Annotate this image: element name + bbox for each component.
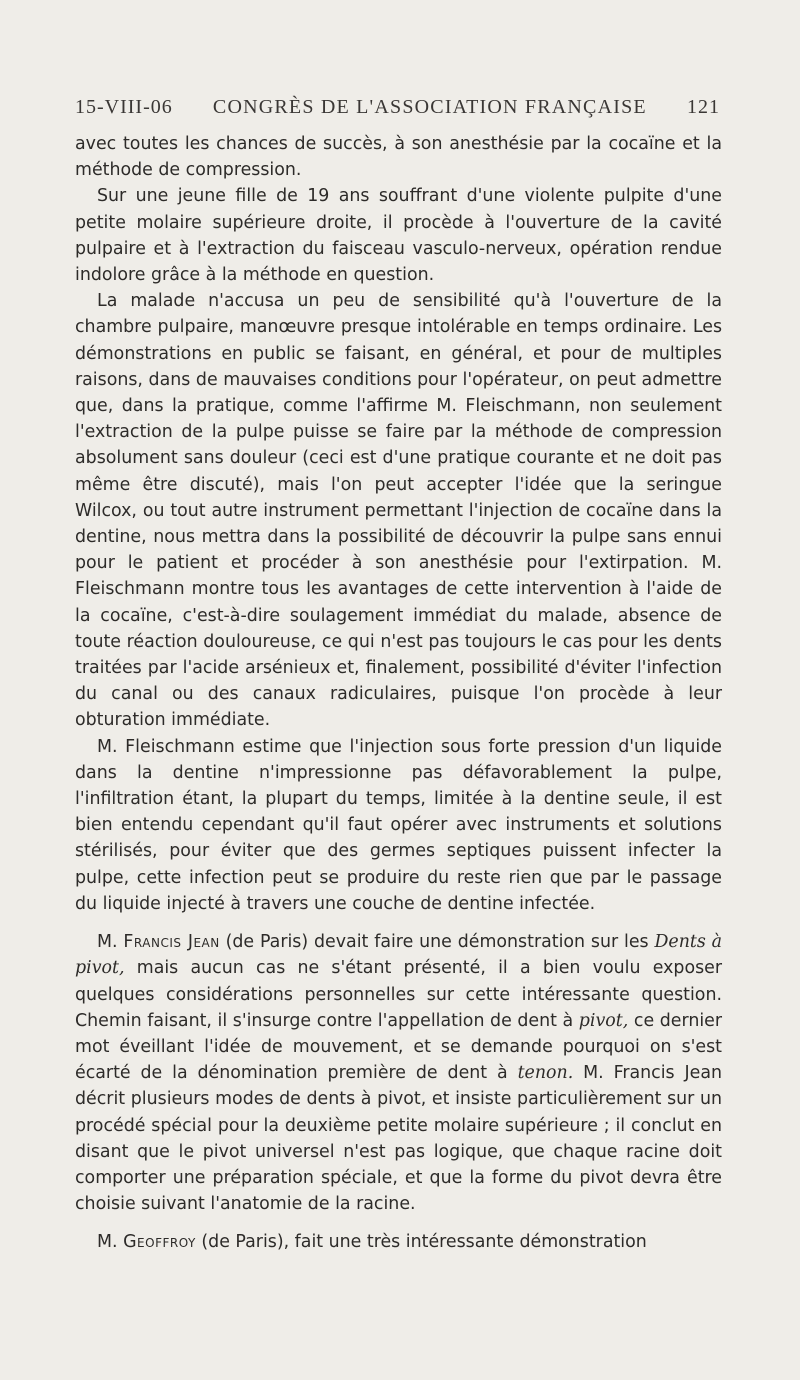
paragraph: La malade n'accusa un peu de sensibilité qu'à l'ouverture de la chambre pulpaire, manœuvre presque intolérable en temps ordinaire. Les démonstrations en public se faisant, en général, et pour de multiples raisons, dans de mauvaises conditions pour l'opérateur, on peut admettre que, dans la pratique, comme l'affirme M. Fleischmann, non seulement l'extraction de la pulpe puisse se faire par la méthode de compression absolument sans douleur (ceci est d'une pratique courante et ne doit pas même être discuté), mais l'on peut accepter l'idée que la seringue Wilcox, ou tout autre instrument permettant l'injection de cocaïne dans la dentine, nous mettra dans la possibilité de découvrir la pulpe sans ennui pour le patient et procéder à son anesthésie pour l'extirpation. M. Fleischmann montre tous les avantages de cette intervention à l'aide de la cocaïne, c'est-à-dire soulagement immédiat du malade, absence de toute réaction douloureuse, ce qui n'est pas toujours le cas pour les dents traitées par l'acide arsénieux et, finalement, possibilité d'éviter l'infection du canal ou des canaux radiculaires, puisque l'on procède à leur obturation immédiate. <box>75 291 722 731</box>
header-title: CONGRÈS DE L'ASSOCIATION FRANÇAISE <box>212 96 647 118</box>
text-span: (de Paris) devait faire une démonstration sur les <box>225 932 649 953</box>
body-text <box>75 131 722 1256</box>
text-span: ce dernier mot éveillant l'idée de mouvement, et se demande pourquoi on s'est écarté de la dénomination première de dent à <box>75 1010 723 1084</box>
running-head <box>75 96 722 119</box>
paragraph-francis-jean <box>75 929 722 1217</box>
text-span: M. <box>97 932 118 953</box>
text-span: M. <box>97 1232 118 1253</box>
text-span: (de Paris), fait une très intéressante démonstration <box>201 1232 647 1253</box>
paragraph: avec toutes les chances de succès, à son anesthésie par la cocaïne et la méthode de compression. <box>75 134 722 181</box>
speaker-name: Geoffroy <box>123 1232 196 1253</box>
page-number: 121 <box>686 96 720 118</box>
text-span: mais aucun cas ne s'étant présenté, il a bien voulu exposer quelques considérations personnelles sur cette intéressante question. Chemin faisant, il s'insurge contre l'appellation de dent à <box>75 958 722 1031</box>
text-span: M. Francis Jean décrit plusieurs modes de dents à pivot, et insiste particulièrement sur un procédé spécial pour la deuxième petite molaire supérieure ; il conclut en disant que le pivot universel n'est pas logique, que chaque racine doit comporter une préparation spéciale, et que la forme du pivot devra être choisie suivant l'anatomie de la racine. <box>75 1063 723 1215</box>
italic-term: Dents à pivot, <box>75 932 723 979</box>
paragraph: M. Fleischmann estime que l'injection sous forte pression d'un liquide dans la dentine n'impressionne pas défavorablement la pulpe, l'infiltration étant, la plupart du temps, limitée à la dentine seule, il est bien entendu cependant qu'il faut opérer avec instruments et solutions stérilisés, pour éviter que des germes septiques puissent infecter la pulpe, cette infection peut se produire du reste rien que par le passage du liquide injecté à travers une couche de dentine infectée. <box>75 736 722 914</box>
header-date: 15-VIII-06 <box>75 96 173 118</box>
paragraph: Sur une jeune fille de 19 ans souffrant d'une violente pulpite d'une petite molaire supérieure droite, il procède à l'ouverture de la cavité pulpaire et à l'extraction du faisceau vasculo-nerveux, opération rendue indolore grâce à la méthode en question. <box>75 186 722 286</box>
paragraph-geoffroy <box>75 1229 722 1255</box>
speaker-name: Francis Jean <box>123 932 220 953</box>
italic-term: pivot, <box>578 1010 629 1031</box>
italic-term: tenon. <box>517 1063 574 1084</box>
